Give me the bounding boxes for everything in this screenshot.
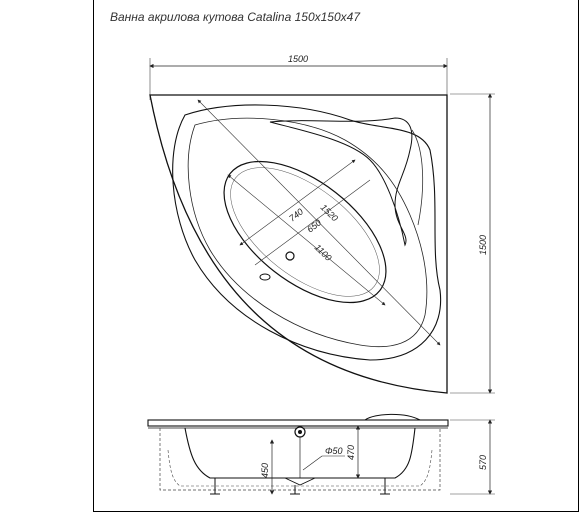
overflow-hole	[260, 274, 270, 280]
headrest	[270, 118, 412, 245]
width-dimension-label: 1500	[288, 54, 309, 64]
drawing-title: Ванна акрилова кутова Catalina 150x150x47	[110, 10, 360, 24]
diag-label-740: 740	[287, 206, 306, 224]
drain-diameter-label: Φ50	[325, 446, 343, 456]
diag-label-1100: 1100	[312, 242, 334, 263]
top-view	[150, 54, 495, 393]
side-depth-label: 470	[346, 444, 356, 460]
side-height-label: 570	[478, 454, 488, 470]
diag-label-1520: 1520	[318, 202, 340, 224]
side-rim	[148, 420, 448, 426]
tub-outer-outline	[150, 95, 447, 393]
side-inner-label: 450	[260, 462, 270, 478]
side-view	[148, 414, 495, 494]
basin-bottom	[199, 134, 410, 330]
diag-label-650: 650	[305, 217, 324, 235]
tub-inner-rim	[173, 105, 441, 360]
drain-hole	[286, 252, 294, 260]
height-dimension-label: 1500	[478, 234, 488, 255]
